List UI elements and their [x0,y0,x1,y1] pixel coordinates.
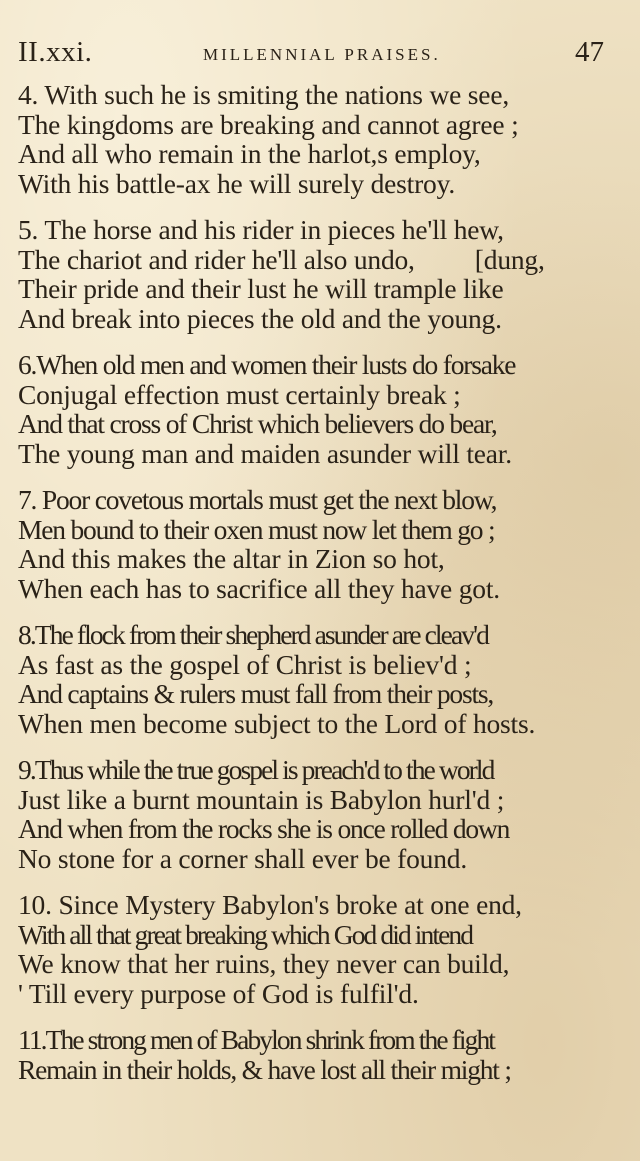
verse-8 [18,620,608,738]
verse-5 [18,215,608,333]
verse-line: No stone for a corner shall ever be found. [18,842,468,874]
verse-line: The kingdoms are breaking and cannot agree ; [18,108,519,140]
verse-line: And all who remain in the harlot,s employ, [18,138,481,169]
verse-line: 5. The horse and his rider in pieces he'll hew, [18,214,504,245]
verse-line: 11.The strong men of Babylon shrink from the fight [18,1024,495,1055]
verse-line: And this makes the altar in Zion so hot, [18,543,445,574]
verse-4 [18,80,608,198]
verse-line: When each has to sacrifice all they have got. [18,572,500,604]
verse-line: 4. With such he is smiting the nations we see, [18,79,509,110]
verse-line: Men bound to their oxen must now let them go ; [18,513,495,545]
verse-line: When men become subject to the Lord of hosts. [18,707,536,739]
verse-10 [18,890,608,1008]
verse-line: ' Till every purpose of God is fulfil'd. [18,977,419,1009]
page-number: 47 [575,36,604,68]
verse-line: The chariot and rider he'll also undo, [dung, [18,243,545,275]
hymn-text [18,80,608,1101]
verse-line: As fast as the gospel of Christ is believ'd ; [18,648,472,680]
verse-line: The young man and maiden asunder will tear. [18,437,512,469]
verse-line: 7. Poor covetous mortals must get the next blow, [18,484,497,515]
page-header [18,36,604,76]
verse-line: With his battle-ax he will surely destroy. [18,167,456,199]
section-number: II.xxi. [18,36,93,68]
verse-line: And that cross of Christ which believers do bear, [18,408,497,439]
verse-line: 9.Thus while the true gospel is preach'd to the world [18,754,494,785]
verse-line: And captains & rulers must fall from their posts, [18,678,494,709]
verse-line: Their pride and their lust he will trample like [18,273,504,304]
verse-11 [18,1025,608,1084]
verse-7 [18,485,608,603]
verse-line: Just like a burnt mountain is Babylon hurl'd ; [18,783,505,815]
verse-line: And when from the rocks she is once rolled down [18,813,510,844]
verse-line: 6.When old men and women their lusts do forsake [18,349,516,380]
verse-line: Conjugal effection must certainly break ; [18,378,461,410]
verse-line: Remain in their holds, & have lost all their might ; [18,1053,511,1085]
verse-line: 8.The flock from their shepherd asunder are cleav'd [18,619,489,650]
verse-line: 10. Since Mystery Babylon's broke at one end, [18,889,522,920]
verse-line: We know that her ruins, they never can build, [18,948,510,979]
verse-line: With all that great breaking which God did intend [18,918,473,950]
verse-9 [18,755,608,873]
verse-6 [18,350,608,468]
verse-line: And break into pieces the old and the young. [18,302,502,334]
running-title: MILLENNIAL PRAISES. [203,45,441,64]
